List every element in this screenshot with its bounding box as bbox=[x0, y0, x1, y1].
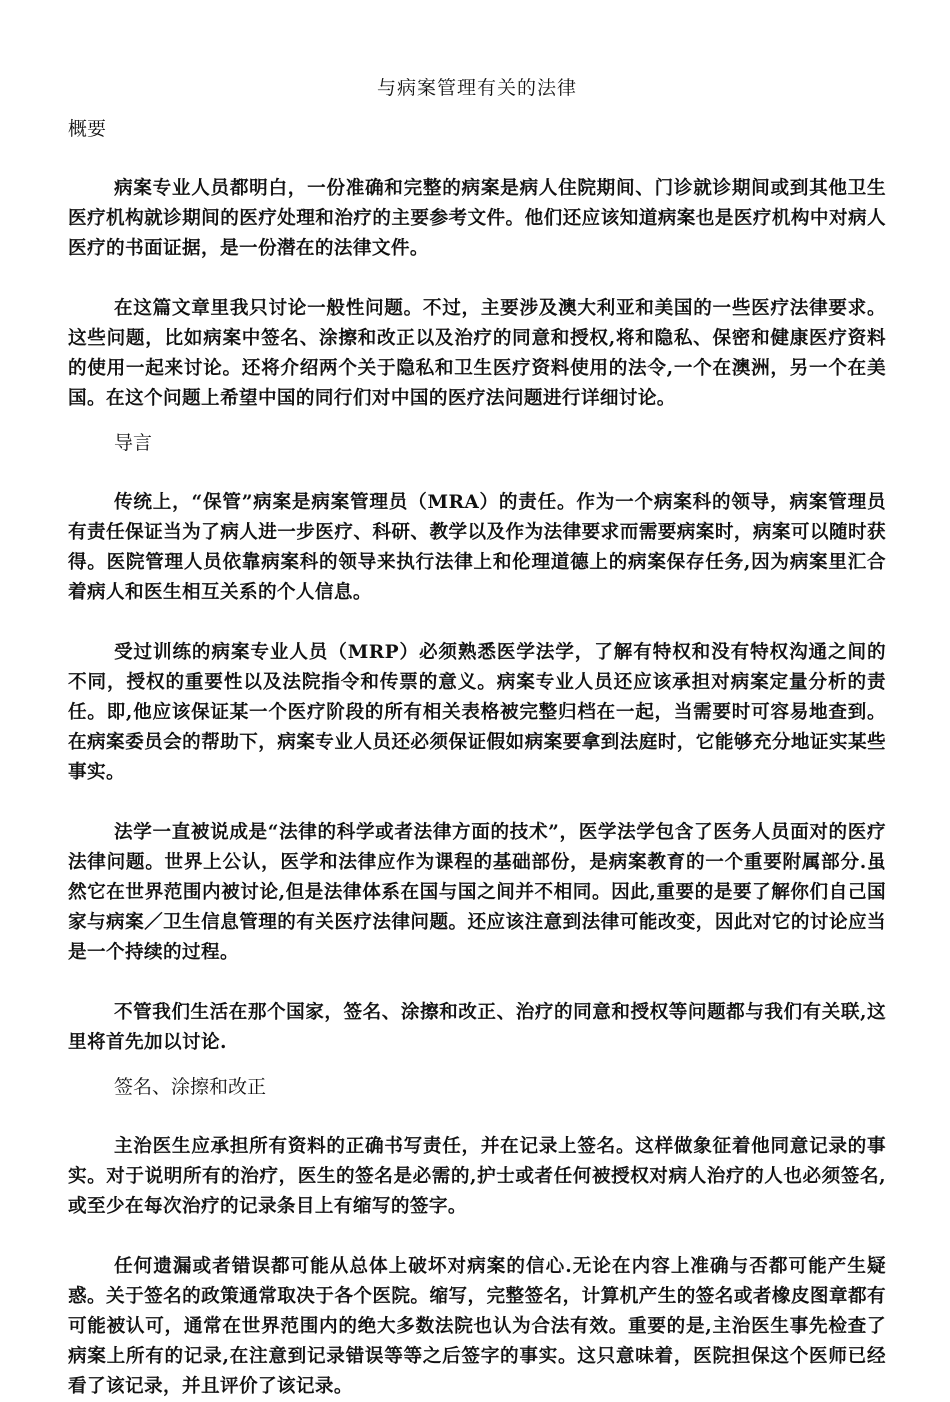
intro-paragraph-4: 不管我们生活在那个国家，签名、涂擦和改正、治疗的同意和授权等问题都与我们有关联,这里将首先加以讨论. bbox=[68, 1002, 886, 1053]
document-page bbox=[68, 72, 886, 1402]
signature-paragraph-2: 任何遗漏或者错误都可能从总体上破坏对病案的信心.无论在内容上准确与否都可能产生疑惑。关于签名的政策通常取决于各个医院。缩写，完整签名，计算机产生的签名或者橡皮图章都有可能被认可，通常在世界范围内的绝大多数法院也认为合法有效。重要的是,主治医生事先检查了病案上所有的记录,在注意到记录错误等等之后签字的事实。这只意味着，医院担保这个医师已经看了该记录，并且评价了该记录。 bbox=[68, 1256, 886, 1397]
signature-paragraph-1: 主治医生应承担所有资料的正确书写责任，并在记录上签名。这样做象征着他同意记录的事实。对于说明所有的治疗，医生的签名是必需的,护士或者任何被授权对病人治疗的人也必须签名,或至少在每次治疗的记录条目上有缩写的签字。 bbox=[68, 1136, 886, 1217]
signature-heading: 签名、涂擦和改正 bbox=[114, 1076, 267, 1098]
document-title: 与病案管理有关的法律 bbox=[376, 77, 577, 99]
intro-paragraph-3: 法学一直被说成是“法律的科学或者法律方面的技术”，医学法学包含了医务人员面对的医疗法律问题。世界上公认，医学和法律应作为课程的基础部份，是病案教育的一个重要附属部分.虽然它在世界范围内被讨论,但是法律体系在国与国之间并不相同。因此,重要的是要了解你们自己国家与病案／卫生信息管理的有关医疗法律问题。还应该注意到法律可能改变，因此对它的讨论应当是一个持续的过程。 bbox=[68, 822, 886, 963]
intro-heading: 导言 bbox=[114, 432, 153, 454]
intro-paragraph-1: 传统上，“保管”病案是病案管理员（MRA）的责任。作为一个病案科的领导，病案管理员有责任保证当为了病人进一步医疗、科研、教学以及作为法律要求而需要病案时，病案可以随时获得。医院管理人员依靠病案科的领导来执行法律上和伦理道德上的病案保存任务,因为病案里汇合着病人和医生相互关系的个人信息。 bbox=[68, 492, 886, 603]
intro-paragraph-2: 受过训练的病案专业人员（MRP）必须熟悉医学法学，了解有特权和没有特权沟通之间的不同，授权的重要性以及法院指令和传票的意义。病案专业人员还应该承担对病案定量分析的责任。即,他应该保证某一个医疗阶段的所有相关表格被完整归档在一起，当需要时可容易地查到。在病案委员会的帮助下，病案专业人员还必须保证假如病案要拿到法庭时，它能够充分地证实某些事实。 bbox=[68, 642, 886, 783]
summary-paragraph-1: 病案专业人员都明白，一份准确和完整的病案是病人住院期间、门诊就诊期间或到其他卫生医疗机构就诊期间的医疗处理和治疗的主要参考文件。他们还应该知道病案也是医疗机构中对病人医疗的书面证据，是一份潜在的法律文件。 bbox=[68, 178, 886, 259]
summary-paragraph-2: 在这篇文章里我只讨论一般性问题。不过，主要涉及澳大利亚和美国的一些医疗法律要求。这些问题，比如病案中签名、涂擦和改正以及治疗的同意和授权,将和隐私、保密和健康医疗资料的使用一起来讨论。还将介绍两个关于隐私和卫生医疗资料使用的法令,一个在澳洲，另一个在美国。在这个问题上希望中国的同行们对中国的医疗法问题进行详细讨论。 bbox=[68, 298, 886, 409]
summary-heading: 概要 bbox=[68, 118, 107, 140]
